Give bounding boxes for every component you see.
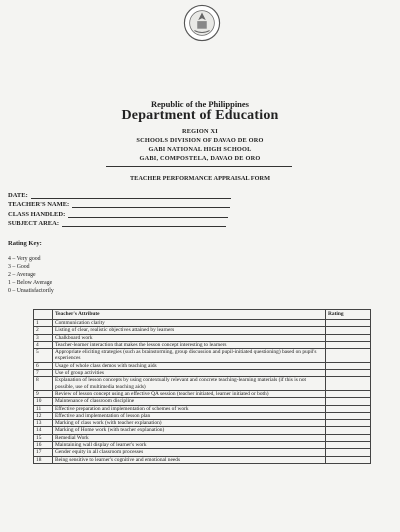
row-number: 2 <box>34 327 53 334</box>
rating-key-list <box>8 256 54 295</box>
row-number: 13 <box>34 420 53 427</box>
row-number: 5 <box>34 349 53 363</box>
rating-cell[interactable] <box>326 434 371 441</box>
attribute-text: Teacher-learner interaction that makes the lesson concept interesting to learners <box>53 341 326 348</box>
deped-seal-logo <box>183 4 221 42</box>
department-title: Department of Education <box>121 108 279 123</box>
rating-cell[interactable] <box>326 456 371 463</box>
table-row <box>34 398 371 405</box>
attribute-text: Maintaining wall display of learner's work <box>53 442 326 449</box>
rating-cell[interactable] <box>326 377 371 391</box>
rating-cell[interactable] <box>326 398 371 405</box>
attribute-text: Explanation of lesson concepts by using contextually relevant and concrete teaching-learning materials (if this is not possible, use of multimedia teaching aids) <box>53 377 326 391</box>
table-row <box>34 327 371 334</box>
row-number: 8 <box>34 377 53 391</box>
table-row <box>34 420 371 427</box>
row-number: 3 <box>34 334 53 341</box>
fill-line[interactable] <box>72 200 230 208</box>
teacher-name-field[interactable] <box>8 200 231 209</box>
rating-key-item: 3 – Good <box>8 263 30 270</box>
table-row <box>34 434 371 441</box>
row-number: 18 <box>34 456 53 463</box>
table-row <box>34 412 371 419</box>
attribute-text: Gender equity in all classroom processes <box>53 449 326 456</box>
row-number: 4 <box>34 341 53 348</box>
republic-heading: Republic of the Philippines <box>150 99 249 109</box>
form-fields <box>8 191 231 228</box>
table-row <box>34 405 371 412</box>
rating-cell[interactable] <box>326 420 371 427</box>
row-number: 17 <box>34 449 53 456</box>
row-number: 11 <box>34 405 53 412</box>
subject-area-field[interactable] <box>8 219 231 228</box>
rating-cell[interactable] <box>326 327 371 334</box>
attribute-text: Listing of clear, realistic objectives attained by learners <box>53 327 326 334</box>
attribute-header: Teacher's Attribute <box>53 310 326 320</box>
rating-cell[interactable] <box>326 341 371 348</box>
division-line: SCHOOLS DIVISION OF DAVAO DE ORO <box>136 137 264 144</box>
rating-key-item: 0 – Unsatisfactorily <box>8 287 54 294</box>
field-label: DATE: <box>8 192 28 199</box>
row-number: 12 <box>34 412 53 419</box>
row-number: 10 <box>34 398 53 405</box>
attribute-text: Chalkboard work <box>53 334 326 341</box>
class-handled-field[interactable] <box>8 210 231 219</box>
rating-cell[interactable] <box>326 449 371 456</box>
attribute-text: Review of lesson concept using an effective QA session (teacher initiated, learner initiated or both) <box>53 390 326 397</box>
fill-line[interactable] <box>68 210 228 218</box>
attribute-text: Effective and implementation of lesson plan <box>53 412 326 419</box>
attributes-table <box>33 309 371 464</box>
rating-cell[interactable] <box>326 412 371 419</box>
row-number: 6 <box>34 362 53 369</box>
fill-line[interactable] <box>31 191 231 199</box>
rating-cell[interactable] <box>326 349 371 363</box>
row-number: 15 <box>34 434 53 441</box>
table-row <box>34 341 371 348</box>
table-row <box>34 334 371 341</box>
rating-cell[interactable] <box>326 370 371 377</box>
table-row <box>34 320 371 327</box>
row-number: 9 <box>34 390 53 397</box>
rating-cell[interactable] <box>326 390 371 397</box>
rating-key-item: 4 – Very good <box>8 256 41 262</box>
table-row <box>34 370 371 377</box>
date-field[interactable] <box>8 191 231 200</box>
region-line: REGION XI <box>182 128 218 135</box>
rating-header: Rating <box>326 310 371 320</box>
rating-cell[interactable] <box>326 427 371 434</box>
field-label: SUBJECT AREA: <box>8 219 59 227</box>
rating-cell[interactable] <box>326 334 371 341</box>
header-divider <box>106 166 292 167</box>
attribute-text: Marking of class work (with teacher explanation) <box>53 420 326 427</box>
rating-cell[interactable] <box>326 320 371 327</box>
attribute-text: Maintenance of classroom discipline <box>53 398 326 405</box>
school-address: GABI, COMPOSTELA, DAVAO DE ORO <box>139 155 261 162</box>
rating-cell[interactable] <box>326 362 371 369</box>
field-label: CLASS HANDLED: <box>8 210 66 218</box>
attribute-text: Marking of Home work (with teacher explanation) <box>53 427 326 434</box>
rating-cell[interactable] <box>326 405 371 412</box>
row-number: 1 <box>34 320 53 327</box>
row-number: 16 <box>34 442 53 449</box>
table-row <box>34 456 371 463</box>
table-row <box>34 449 371 456</box>
attribute-text: Appropriate eliciting strategies (such as brainstorming, group discussion and pupil-initiated questioning) based on pupil's experiences <box>53 349 326 363</box>
attribute-text: Use of group activities <box>53 370 326 377</box>
attribute-text: Being sensitive to learner's cognitive and emotional needs <box>53 456 326 463</box>
row-number: 14 <box>34 427 53 434</box>
attribute-text: Usage of whole class demos with teaching aids <box>53 362 326 369</box>
table-row <box>34 349 371 363</box>
rating-key-title: Rating Key: <box>8 240 42 247</box>
attribute-text: Communication clarity <box>53 320 326 327</box>
table-row <box>34 390 371 397</box>
school-name: GABI NATIONAL HIGH SCHOOL <box>148 146 252 153</box>
attribute-text: Effective preparation and implementation of schemes of work <box>53 405 326 412</box>
attribute-text: Remedial Work <box>53 434 326 441</box>
table-row <box>34 377 371 391</box>
fill-line[interactable] <box>62 219 226 227</box>
table-row <box>34 427 371 434</box>
rating-key-item: 1 – Below Average <box>8 279 53 286</box>
table-header-row <box>34 310 371 320</box>
number-header <box>34 310 53 320</box>
rating-key-item: 2 – Average <box>8 271 36 278</box>
row-number: 7 <box>34 370 53 377</box>
form-title: TEACHER PERFORMANCE APPRAISAL FORM <box>129 175 271 182</box>
field-label: TEACHER'S NAME: <box>8 201 70 209</box>
table-row <box>34 442 371 449</box>
rating-cell[interactable] <box>326 442 371 449</box>
table-row <box>34 362 371 369</box>
